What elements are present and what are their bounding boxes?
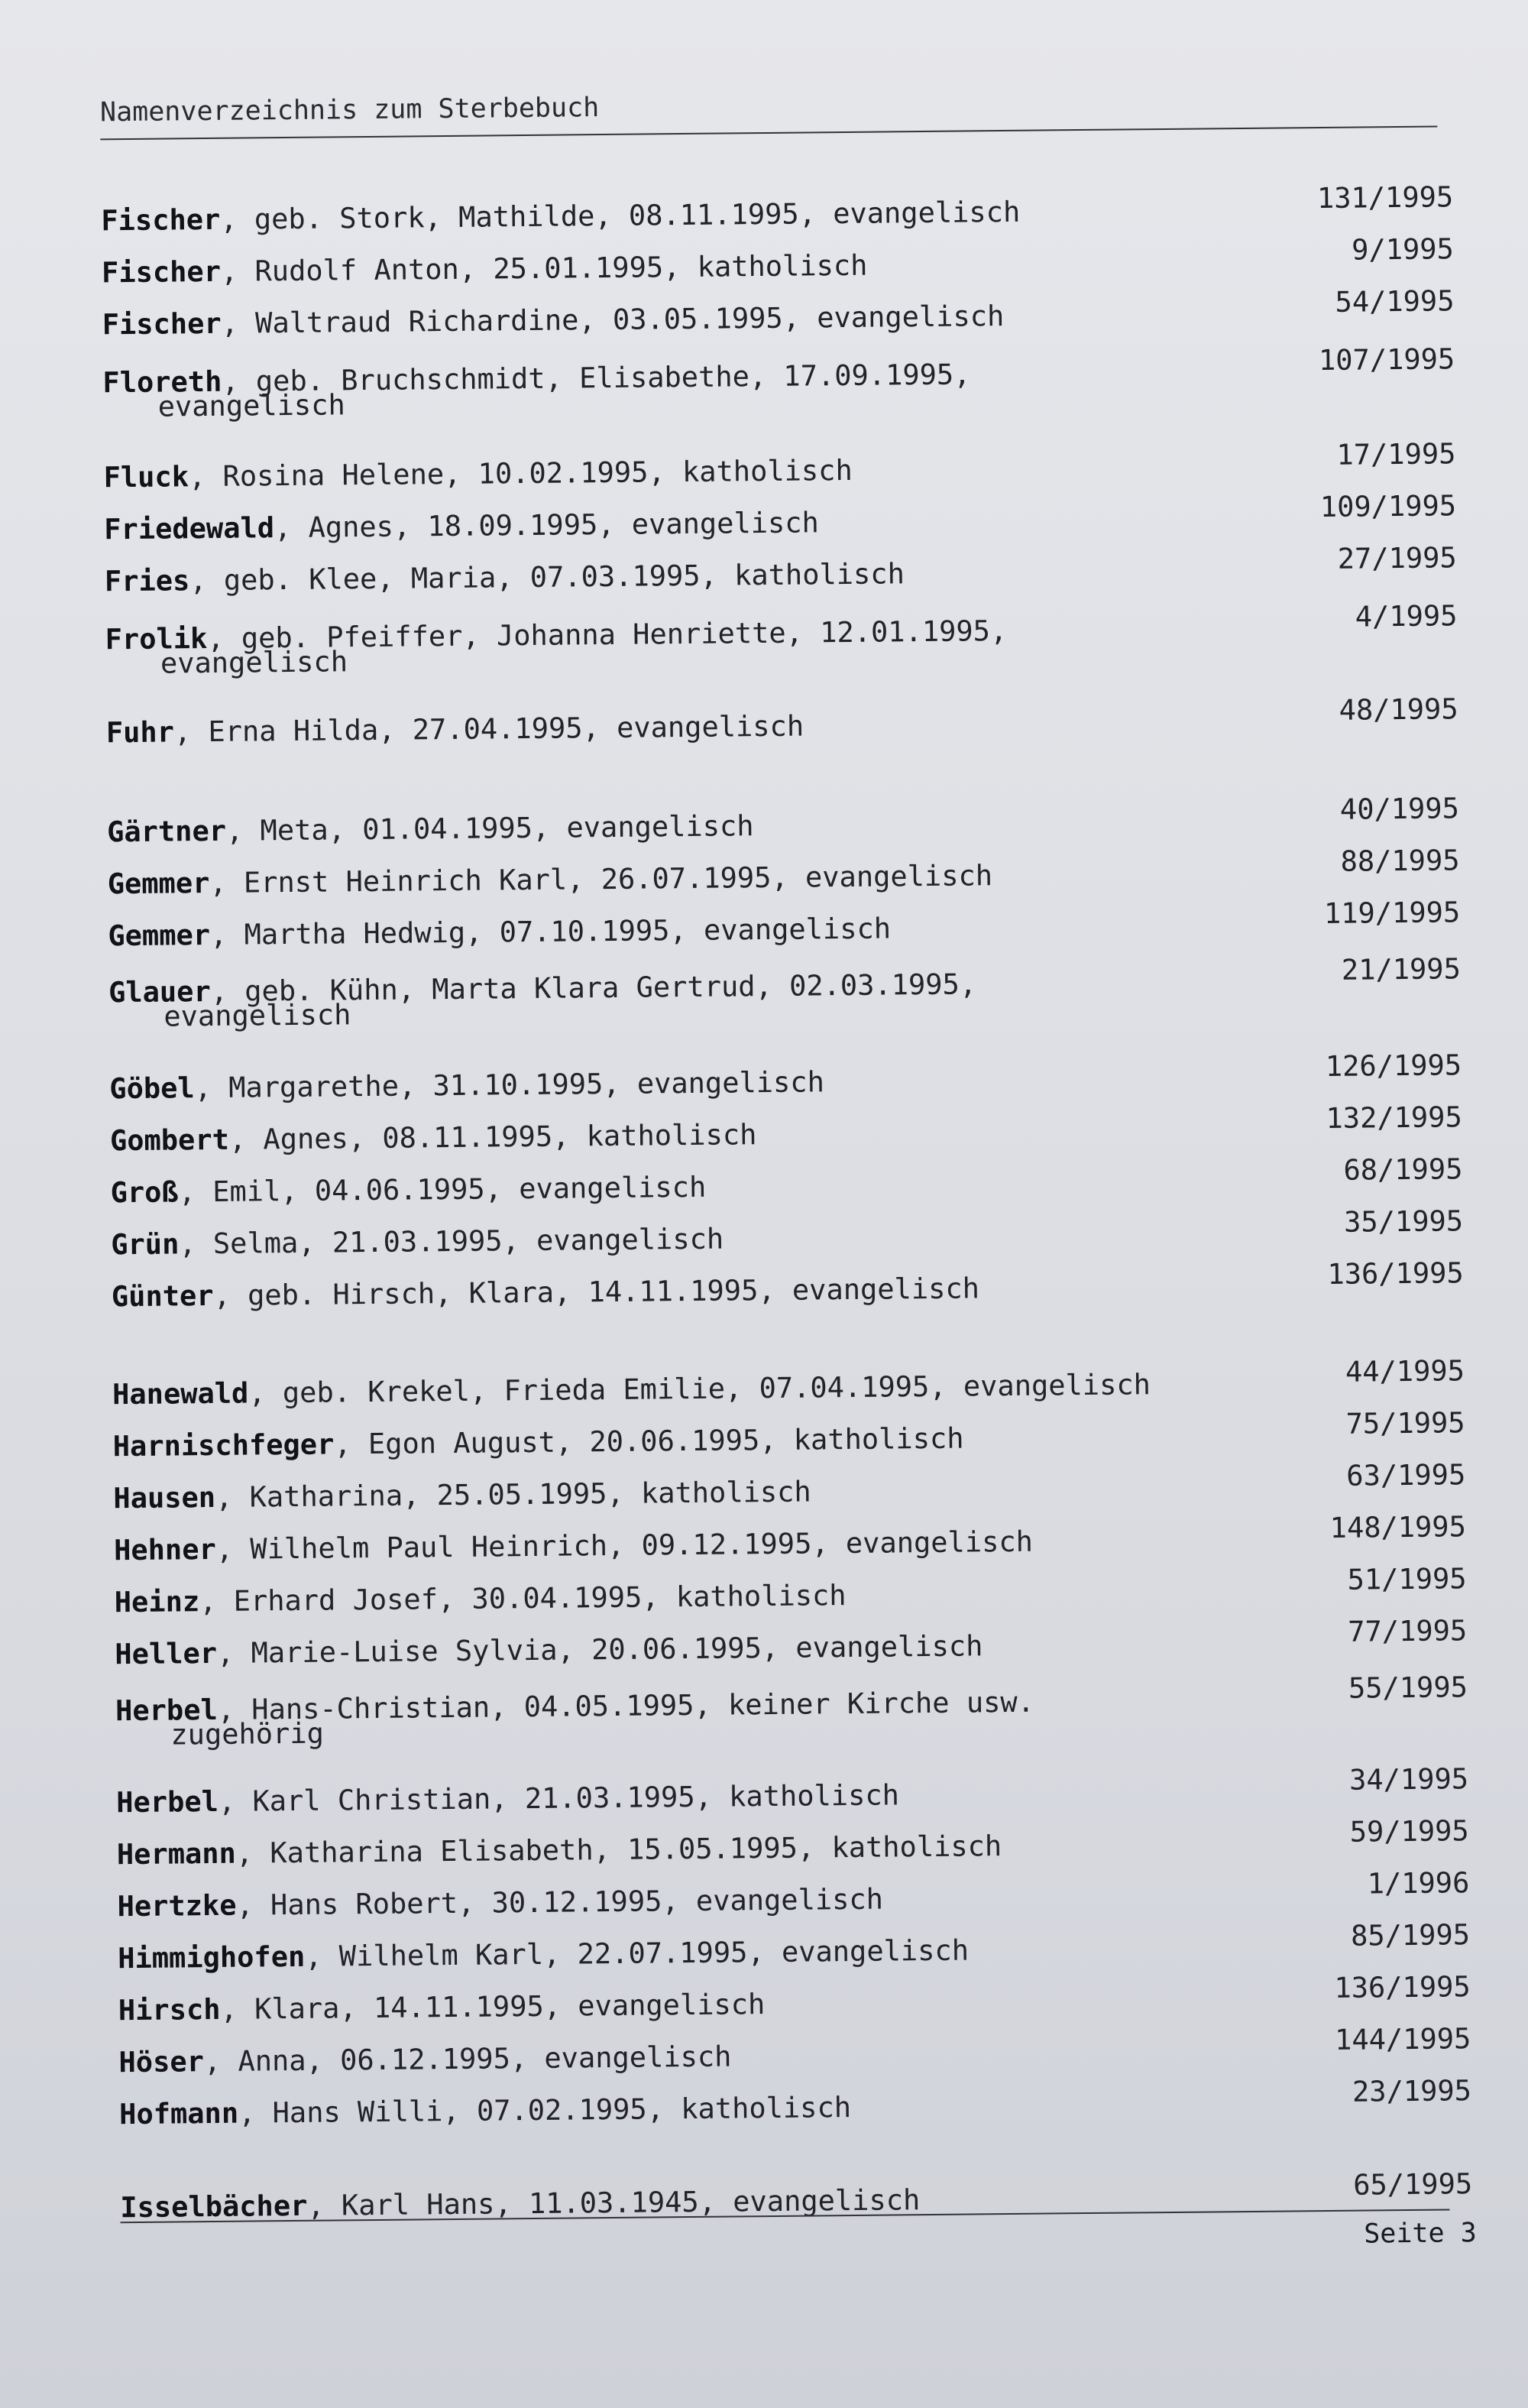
entry-register-number: 40/1995	[1339, 792, 1460, 826]
entry-register-number: 27/1995	[1337, 541, 1457, 575]
entry-details: , geb. Klee, Maria, 07.03.1995, katholisch	[189, 557, 905, 598]
entry-register-number: 126/1995	[1325, 1048, 1462, 1083]
register-entry	[117, 1866, 1470, 1923]
entry-register-number: 107/1995	[1318, 342, 1455, 378]
entry-register-number: 55/1995	[1348, 1671, 1468, 1705]
entry-surname: Harnischfeger	[112, 1428, 335, 1463]
entry-register-number: 136/1995	[1327, 1256, 1464, 1291]
entry-register-number: 148/1995	[1329, 1510, 1467, 1544]
register-entry	[105, 599, 1458, 680]
entry-surname: Fries	[104, 564, 190, 598]
register-entry	[118, 1918, 1471, 1975]
register-entry	[105, 692, 1458, 750]
entry-details: , Martha Hedwig, 07.10.1995, evangelisch	[209, 912, 892, 951]
entry-details: , Erhard Josef, 30.04.1995, katholisch	[199, 1579, 847, 1619]
entry-surname: Hofmann	[118, 2096, 239, 2131]
register-entry	[109, 1100, 1462, 1158]
entry-register-number: 63/1995	[1346, 1458, 1466, 1492]
entry-details: , Emil, 04.06.1995, evangelisch	[178, 1170, 707, 1209]
entry-surname: Gärtner	[106, 814, 227, 849]
register-entry	[115, 1614, 1468, 1671]
entry-details: , geb. Kühn, Marta Klara Gertrud, 02.03.1995,	[210, 967, 977, 1008]
register-entry	[118, 2022, 1471, 2079]
entry-register-number: 34/1995	[1348, 1762, 1469, 1797]
entry-surname: Frolik	[105, 622, 208, 656]
entry-details-continuation: evangelisch	[157, 388, 345, 423]
entry-surname: Hanewald	[112, 1376, 249, 1411]
entry-details: , Ernst Heinrich Karl, 26.07.1995, evangelisch	[209, 859, 993, 899]
register-entry	[104, 489, 1457, 546]
entry-surname: Göbel	[109, 1071, 195, 1106]
entry-details: , Rosina Helene, 10.02.1995, katholisch	[188, 453, 853, 494]
entry-surname: Höser	[118, 2045, 205, 2079]
entry-details-continuation: evangelisch	[160, 645, 348, 680]
register-entry	[116, 1814, 1469, 1872]
entry-details: , Hans-Christian, 04.05.1995, keiner Kirche usw.	[217, 1685, 1035, 1726]
entry-surname: Glauer	[108, 974, 211, 1010]
entry-details: , Meta, 01.04.1995, evangelisch	[225, 809, 754, 847]
entry-surname: Heller	[115, 1636, 218, 1671]
entry-details: , geb. Pfeiffer, Johanna Henriette, 12.01.1995,	[207, 614, 1008, 656]
entry-details: , geb. Hirsch, Klara, 14.11.1995, evangelisch	[213, 1272, 980, 1312]
register-entry	[111, 1256, 1464, 1314]
entry-register-number: 109/1995	[1319, 489, 1457, 524]
entry-register-number: 88/1995	[1340, 844, 1460, 878]
register-entry	[112, 1354, 1465, 1411]
entry-surname: Gemmer	[108, 918, 211, 953]
entry-details: , Margarethe, 31.10.1995, evangelisch	[194, 1065, 825, 1105]
entry-surname: Fluck	[103, 460, 189, 494]
entry-surname: Hertzke	[117, 1888, 237, 1923]
register-entry	[102, 284, 1455, 342]
entry-details: , Katharina Elisabeth, 15.05.1995, katholisch	[235, 1829, 1002, 1870]
register-entry	[103, 437, 1456, 494]
entry-register-number: 75/1995	[1345, 1406, 1465, 1441]
entry-surname: Gemmer	[107, 866, 210, 901]
entry-register-number: 144/1995	[1334, 2022, 1471, 2056]
register-entry	[118, 2074, 1472, 2131]
entry-register-number: 77/1995	[1348, 1614, 1468, 1648]
entry-details: , Marie-Luise Sylvia, 20.06.1995, evangelisch	[216, 1629, 983, 1670]
entry-details: , Agnes, 18.09.1995, evangelisch	[274, 506, 820, 545]
entry-details-continuation: zugehörig	[170, 1716, 325, 1752]
register-entry	[102, 342, 1455, 423]
entry-surname: Floreth	[102, 365, 222, 400]
entry-register-number: 119/1995	[1323, 896, 1461, 930]
entry-surname: Groß	[110, 1175, 179, 1210]
entry-surname: Günter	[111, 1279, 214, 1314]
entry-surname: Fischer	[101, 254, 222, 290]
entry-surname: Fischer	[102, 306, 222, 342]
entry-surname: Hausen	[113, 1480, 216, 1515]
entry-surname: Grün	[111, 1227, 180, 1262]
register-entry	[110, 1152, 1463, 1210]
entry-register-number: 54/1995	[1335, 284, 1455, 319]
entry-register-number: 136/1995	[1334, 1970, 1471, 2005]
entry-details: , Erna Hilda, 27.04.1995, evangelisch	[173, 709, 804, 749]
register-entry	[109, 1048, 1462, 1106]
register-entry	[113, 1510, 1467, 1567]
entry-details: , Hans Willi, 07.02.1995, katholisch	[238, 2091, 852, 2130]
entry-register-number: 68/1995	[1343, 1152, 1463, 1187]
entry-surname: Friedewald	[104, 511, 275, 546]
register-entry	[116, 1762, 1469, 1820]
entry-register-number: 9/1995	[1351, 232, 1455, 267]
entry-surname: Gombert	[109, 1123, 230, 1158]
register-entry	[104, 541, 1457, 598]
entry-surname: Herbel	[115, 1693, 218, 1728]
entry-details: , Anna, 06.12.1995, evangelisch	[203, 2040, 732, 2079]
entry-surname: Hehner	[113, 1532, 216, 1567]
register-entry	[107, 844, 1460, 901]
entry-surname: Hermann	[116, 1836, 237, 1872]
entry-details: , Karl Hans, 11.03.1945, evangelisch	[307, 2183, 921, 2222]
entry-surname: Heinz	[114, 1585, 200, 1619]
entry-register-number: 4/1995	[1355, 599, 1458, 634]
entry-register-number: 23/1995	[1352, 2074, 1472, 2108]
entry-register-number: 51/1995	[1347, 1562, 1467, 1596]
register-entry	[118, 1970, 1471, 2027]
page-title: Namenverzeichnis zum Sterbebuch	[99, 92, 600, 128]
entry-details: , Karl Christian, 21.03.1995, katholisch	[218, 1778, 900, 1818]
entry-details: , Rudolf Anton, 25.01.1995, katholisch	[220, 248, 868, 288]
register-entry	[101, 232, 1455, 290]
entry-register-number: 131/1995	[1316, 180, 1454, 216]
entry-register-number: 85/1995	[1350, 1918, 1471, 1953]
entry-details: , geb. Stork, Mathilde, 08.11.1995, evangelisch	[220, 195, 1021, 236]
register-entry	[115, 1671, 1468, 1752]
entry-register-number: 48/1995	[1339, 692, 1458, 727]
register-entry	[112, 1406, 1465, 1463]
entry-surname: Herbel	[116, 1784, 219, 1820]
entry-register-number: 59/1995	[1349, 1814, 1469, 1849]
entry-details-continuation: evangelisch	[163, 998, 351, 1033]
entry-details: , geb. Bruchschmidt, Elisabethe, 17.09.1995,	[222, 358, 971, 398]
register-entry	[111, 1204, 1464, 1262]
header-divider	[100, 126, 1437, 141]
entry-details: , Agnes, 08.11.1995, katholisch	[228, 1118, 757, 1156]
entry-register-number: 1/1996	[1367, 1866, 1470, 1901]
entry-details: , Klara, 14.11.1995, evangelisch	[220, 1988, 766, 2026]
register-entry	[106, 792, 1460, 849]
entry-register-number: 44/1995	[1345, 1354, 1465, 1389]
entry-surname: Isselbächer	[120, 2189, 308, 2225]
entry-details: , geb. Krekel, Frieda Emilie, 07.04.1995, evangelisch	[248, 1368, 1151, 1410]
register-entry	[114, 1562, 1467, 1619]
entry-surname: Fischer	[101, 203, 221, 238]
entry-details: , Hans Robert, 30.12.1995, evangelisch	[236, 1882, 884, 1922]
register-entry	[108, 952, 1462, 1033]
register-entry	[113, 1458, 1466, 1515]
entry-details: , Katharina, 25.05.1995, katholisch	[215, 1475, 811, 1514]
entry-details: , Wilhelm Paul Heinrich, 09.12.1995, evangelisch	[215, 1525, 1034, 1566]
register-entry	[108, 896, 1461, 953]
entry-register-number: 21/1995	[1341, 952, 1462, 987]
entry-register-number: 35/1995	[1343, 1204, 1464, 1239]
entry-details: , Selma, 21.03.1995, evangelisch	[179, 1222, 724, 1261]
entry-register-number: 17/1995	[1336, 437, 1456, 472]
entry-details: , Waltraud Richardine, 03.05.1995, evangelisch	[221, 299, 1005, 340]
register-entry	[101, 180, 1454, 238]
entry-surname: Himmighofen	[118, 1940, 306, 1975]
entry-register-number: 65/1995	[1352, 2167, 1473, 2202]
entry-register-number: 132/1995	[1326, 1100, 1462, 1135]
entry-details: , Egon August, 20.06.1995, katholisch	[334, 1421, 964, 1461]
page-number: Seite 3	[1364, 2218, 1477, 2250]
entry-surname: Fuhr	[105, 715, 175, 750]
entry-surname: Hirsch	[118, 1992, 221, 2027]
register-sheet	[46, 17, 1504, 2384]
entry-details: , Wilhelm Karl, 22.07.1995, evangelisch	[305, 1933, 970, 1973]
